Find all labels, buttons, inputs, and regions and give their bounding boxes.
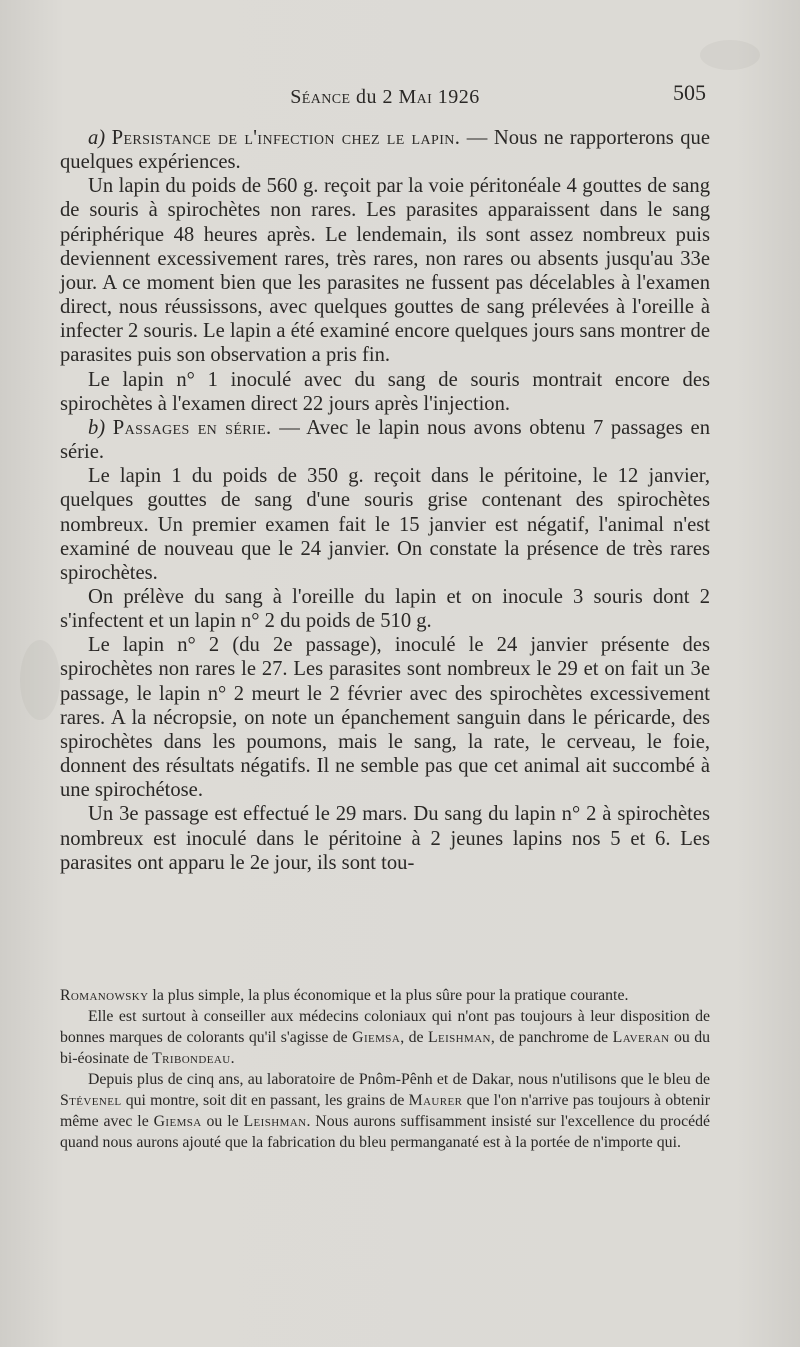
footnote	[60, 1006, 710, 1069]
section-a-label: a)	[88, 127, 106, 149]
running-head-month: Mai	[398, 86, 433, 108]
footnote	[60, 1069, 710, 1153]
page-header	[60, 80, 710, 116]
paragraph: Un lapin du poids de 560 g. reçoit par la voie péritonéale 4 gouttes de sang de souris à spirochètes non rares. Les parasites apparaissent dans le sang périphérique 48 heures après. Le lendemain, ils sont assez nombreux puis deviennent excessivement rares, très rares, non rares ou absents jusqu'au 33e jour. A ce moment bien que les parasites ne fussent pas décelables à l'examen direct, nous réussissons, avec quelques gouttes de sang prélevées à l'oreille à infecter 2 souris. Le lapin a été examiné encore quelques jours sans montrer de parasites puis son observation a pris fin.	[60, 175, 710, 367]
footnote-text: ou le	[201, 1113, 244, 1130]
running-head-date: du 2	[355, 86, 393, 108]
section-b-lead: — Avec le lapin nous avons obtenu 7 passages en série.	[60, 416, 710, 464]
author-name: Leishman	[427, 1029, 491, 1046]
section-a-title: Persistance de l'infection chez le lapin.	[111, 127, 461, 149]
footnote-text: .	[230, 1050, 235, 1067]
footnote-text: , de panchrome de	[490, 1029, 613, 1046]
author-name: Giemsa	[153, 1113, 202, 1130]
footnote	[60, 985, 710, 1006]
author-name: Romanowsky	[60, 987, 149, 1004]
paper-stain	[700, 40, 760, 70]
running-head	[60, 86, 710, 109]
footnote-text: . Nous aurons suffisamment insisté sur l'excellence du procédé quand nous aurons ajouté que la fabrication du bleu permanganaté est à la portée de n'importe qui.	[60, 1113, 711, 1151]
author-name: Stévenel	[60, 1092, 122, 1109]
paper-stain	[20, 640, 60, 720]
author-name: Leishman	[243, 1113, 307, 1130]
author-name: Tribondeau	[152, 1050, 231, 1067]
paragraph: Un 3e passage est effectué le 29 mars. Du sang du lapin n° 2 à spirochètes nombreux est inoculé dans le péritoine à 2 jeunes lapins nos 5 et 6. Les parasites ont apparu le 2e jour, ils sont tou-	[60, 803, 710, 874]
footnote-text: , de	[400, 1029, 428, 1046]
paragraph: Le lapin n° 1 inoculé avec du sang de souris montrait encore des spirochètes à l'examen direct 22 jours après l'injection.	[60, 368, 710, 415]
footnote-text: la plus simple, la plus économique et la plus sûre pour la pratique courante.	[148, 987, 629, 1004]
footnote-text: Elle est surtout à conseiller aux médecins coloniaux qui n'ont pas toujours à leur disposition de bonnes marques de colorants qu'il s'agisse de	[60, 1008, 710, 1046]
section-b-label: b)	[88, 416, 106, 439]
footnotes	[60, 985, 710, 1153]
author-name: Giemsa	[352, 1029, 401, 1046]
main-text	[60, 126, 710, 875]
footnote-text: Depuis plus de cinq ans, au laboratoire de Pnôm-Pênh et de Dakar, nous n'utilisons que le bleu de	[88, 1071, 710, 1088]
section-a-heading	[60, 126, 710, 174]
paragraph: Le lapin n° 2 (du 2e passage), inoculé le 24 janvier présente des spirochètes non rares le 27. Les parasites sont nombreux le 29 et on fait un 3e passage, le lapin n° 2 meurt le 2 février avec des spirochètes excessivement rares. A la nécropsie, on note un épanchement sanguin dans le péricarde, des spirochètes dans les poumons, mais le sang, la rate, le cerveau, le foie, donnent des résultats négatifs. Il ne semble pas que cet animal ait succombé à une spirochétose.	[60, 634, 710, 802]
author-name: Maurer	[408, 1092, 463, 1109]
section-a-lead: — Nous ne rapporterons que quelques expériences.	[60, 127, 710, 174]
section-b-title: Passages en série.	[112, 416, 272, 439]
footnote-text: ou du bi-éosinate de	[60, 1029, 710, 1067]
footnote-text: qui montre, soit dit en passant, les grains de	[121, 1092, 409, 1109]
running-head-year: 1926	[437, 86, 480, 108]
author-name: Laveran	[612, 1029, 670, 1046]
page-number: 505	[673, 80, 706, 105]
paragraph: Le lapin 1 du poids de 350 g. reçoit dans le péritoine, le 12 janvier, quelques gouttes de sang d'une souris grise contenant des spirochètes nombreux. Un premier examen fait le 15 janvier est négatif, l'animal n'est examiné de nouveau que le 24 janvier. On constate la présence de très rares spirochètes.	[60, 465, 710, 584]
footnote-text: que l'on n'arrive pas toujours à obtenir même avec le	[60, 1092, 710, 1130]
paragraph: On prélève du sang à l'oreille du lapin et on inocule 3 souris dont 2 s'infectent et un lapin n° 2 du poids de 510 g.	[60, 585, 710, 633]
section-b-heading	[60, 416, 710, 464]
running-head-seance: Séance	[290, 86, 351, 108]
